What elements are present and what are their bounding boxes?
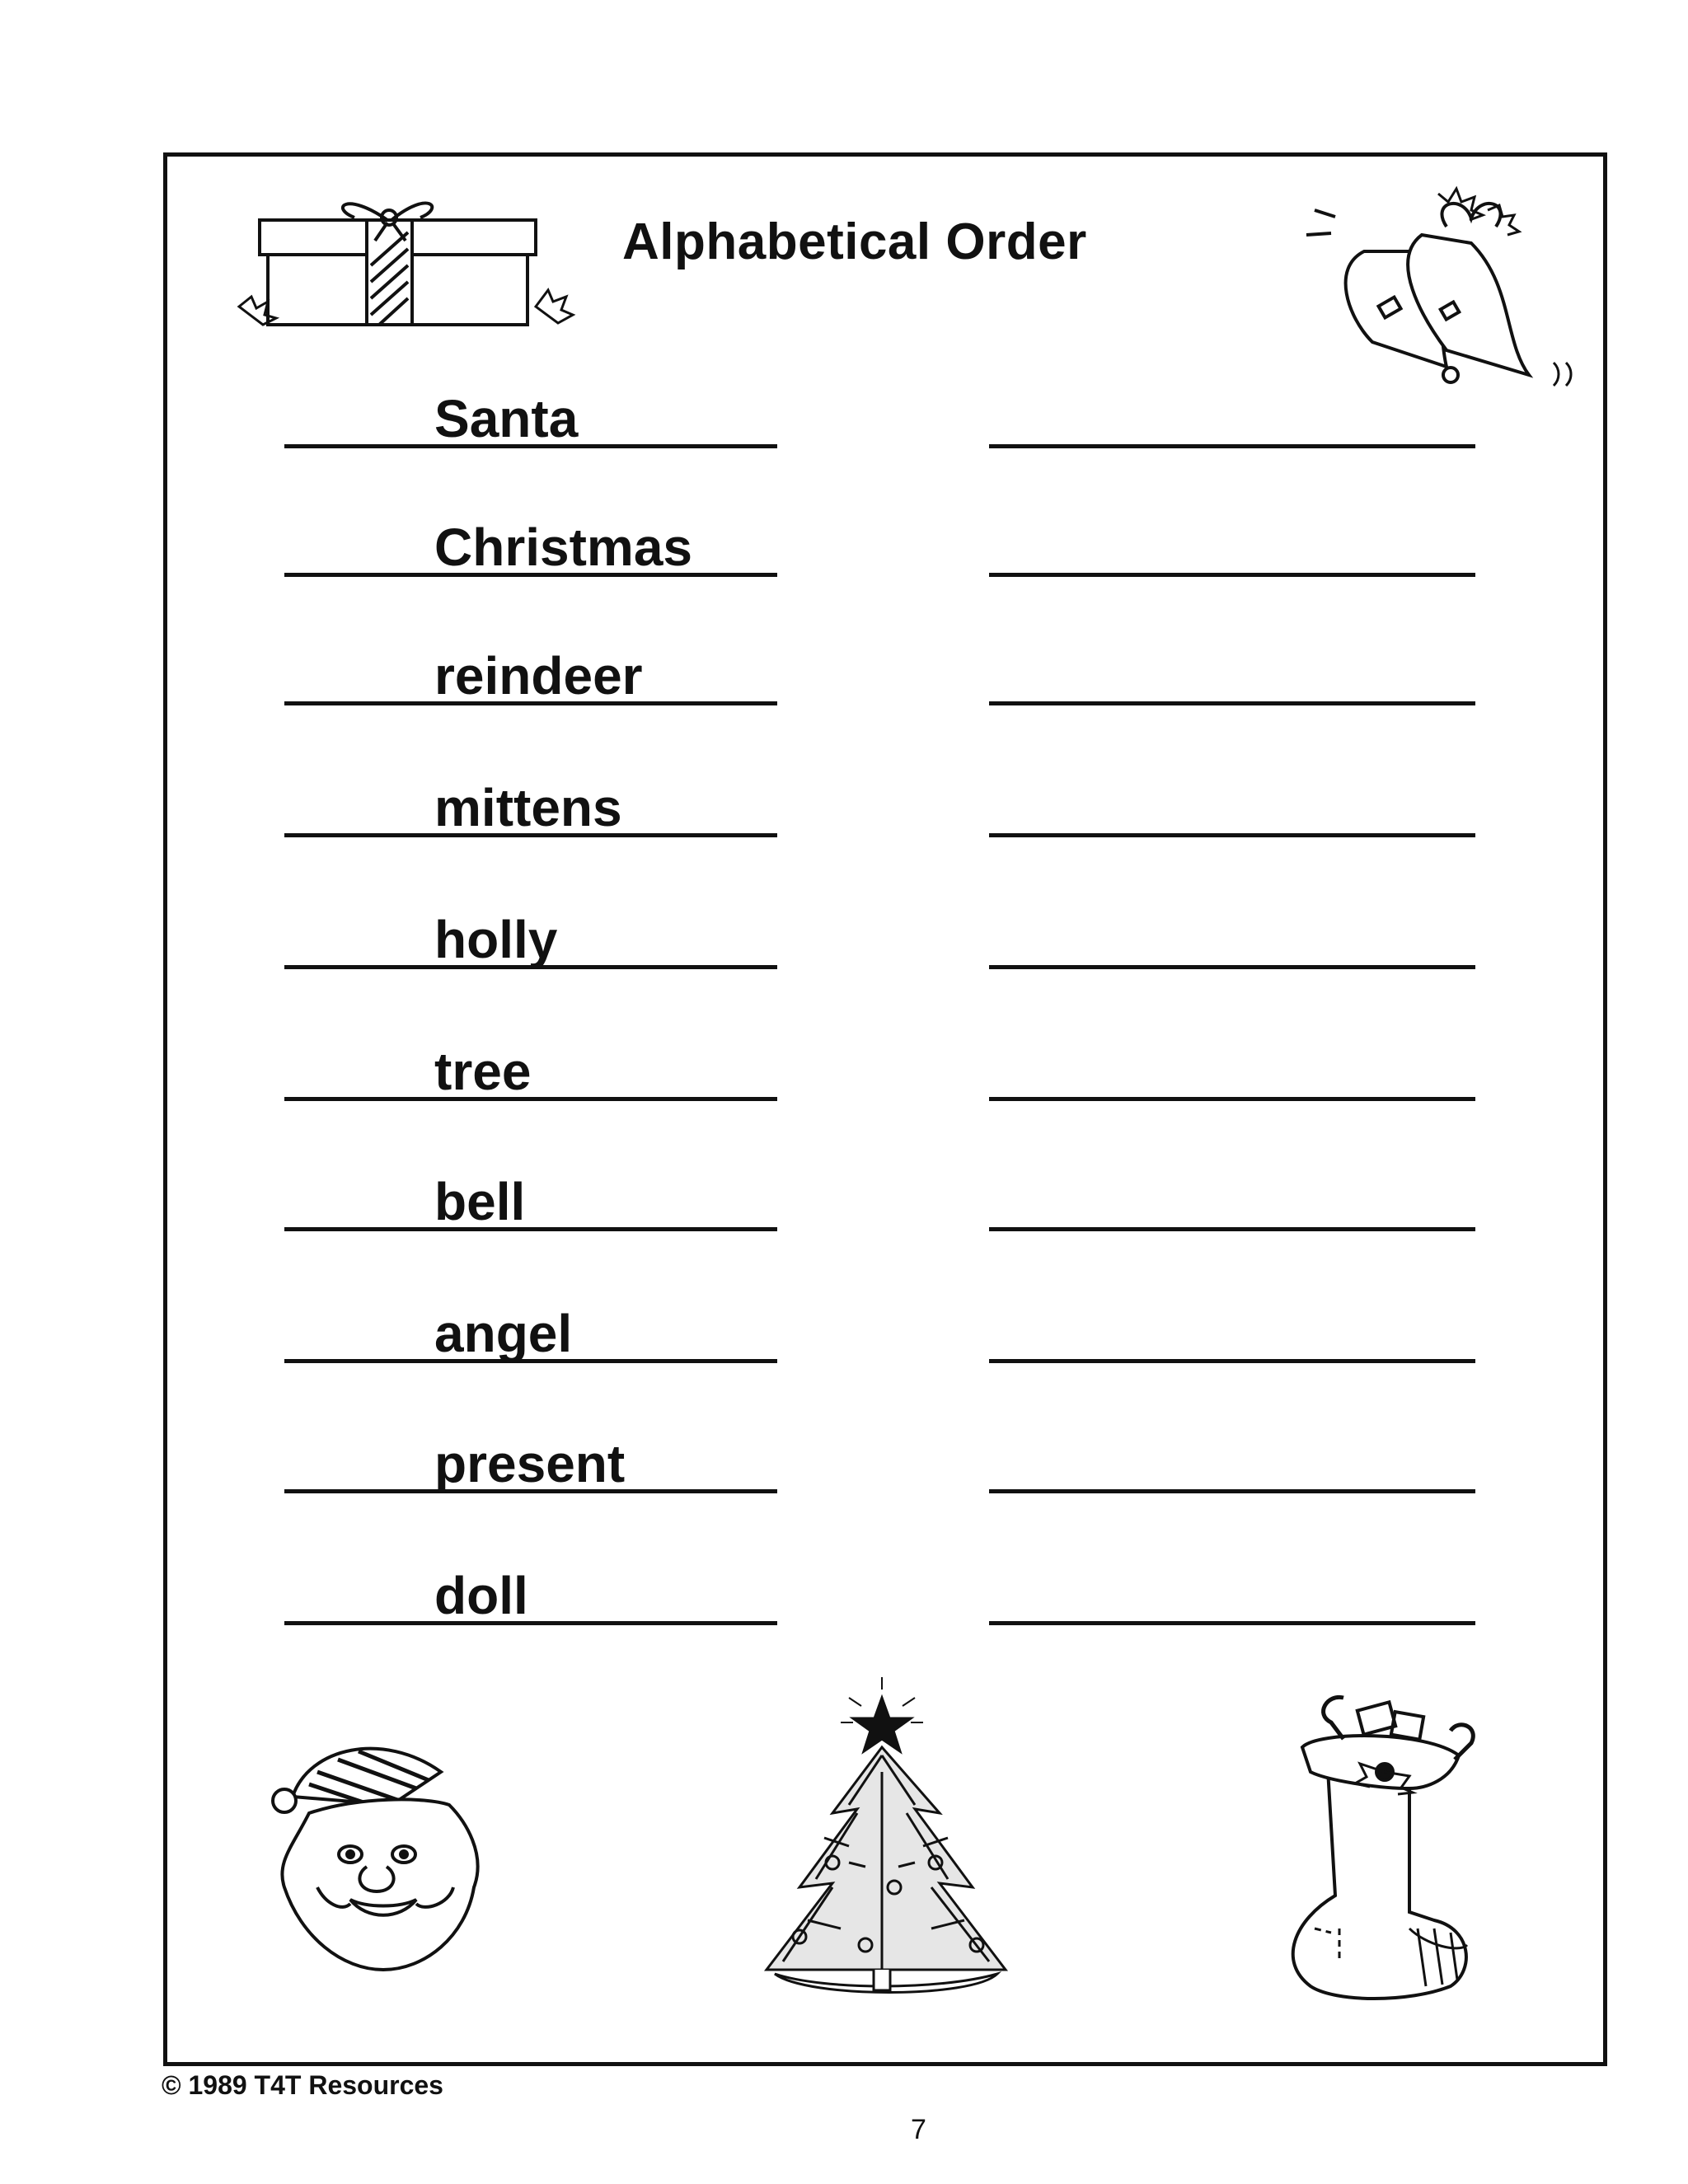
word-label: angel xyxy=(434,1304,573,1363)
word-label: doll xyxy=(434,1566,528,1625)
word-label: Christmas xyxy=(434,518,692,577)
word-row xyxy=(0,518,1688,588)
word-label: reindeer xyxy=(434,646,643,705)
word-label: bell xyxy=(434,1172,526,1231)
answer-line-left xyxy=(284,1621,777,1625)
word-row xyxy=(0,1434,1688,1505)
santa-face-icon xyxy=(260,1722,507,1986)
answer-line[interactable] xyxy=(989,1097,1475,1101)
word-row xyxy=(0,1566,1688,1637)
word-label: tree xyxy=(434,1042,532,1101)
answer-line[interactable] xyxy=(989,1227,1475,1231)
copyright-text: © 1989 T4T Resources xyxy=(162,2070,443,2100)
word-row xyxy=(0,1042,1688,1113)
answer-line[interactable] xyxy=(989,1621,1475,1625)
word-label: present xyxy=(434,1434,626,1493)
word-label: mittens xyxy=(434,778,622,837)
page-title: Alphabetical Order xyxy=(622,213,1087,270)
stocking-icon xyxy=(1261,1681,1525,2011)
answer-line[interactable] xyxy=(989,833,1475,837)
word-row xyxy=(0,778,1688,849)
word-label: holly xyxy=(434,910,558,969)
answer-line[interactable] xyxy=(989,573,1475,577)
answer-line[interactable] xyxy=(989,965,1475,969)
answer-line[interactable] xyxy=(989,1359,1475,1363)
gift-box-icon xyxy=(223,183,577,331)
answer-line-left xyxy=(284,1227,777,1231)
answer-line[interactable] xyxy=(989,1489,1475,1493)
bells-icon xyxy=(1298,177,1595,391)
word-label: Santa xyxy=(434,389,579,448)
word-row xyxy=(0,389,1688,460)
word-row xyxy=(0,1304,1688,1375)
answer-line[interactable] xyxy=(989,701,1475,705)
christmas-tree-icon xyxy=(725,1673,1055,2019)
answer-line[interactable] xyxy=(989,444,1475,448)
word-row xyxy=(0,910,1688,981)
word-row xyxy=(0,1172,1688,1243)
word-row xyxy=(0,646,1688,717)
page-number: 7 xyxy=(911,2114,926,2145)
